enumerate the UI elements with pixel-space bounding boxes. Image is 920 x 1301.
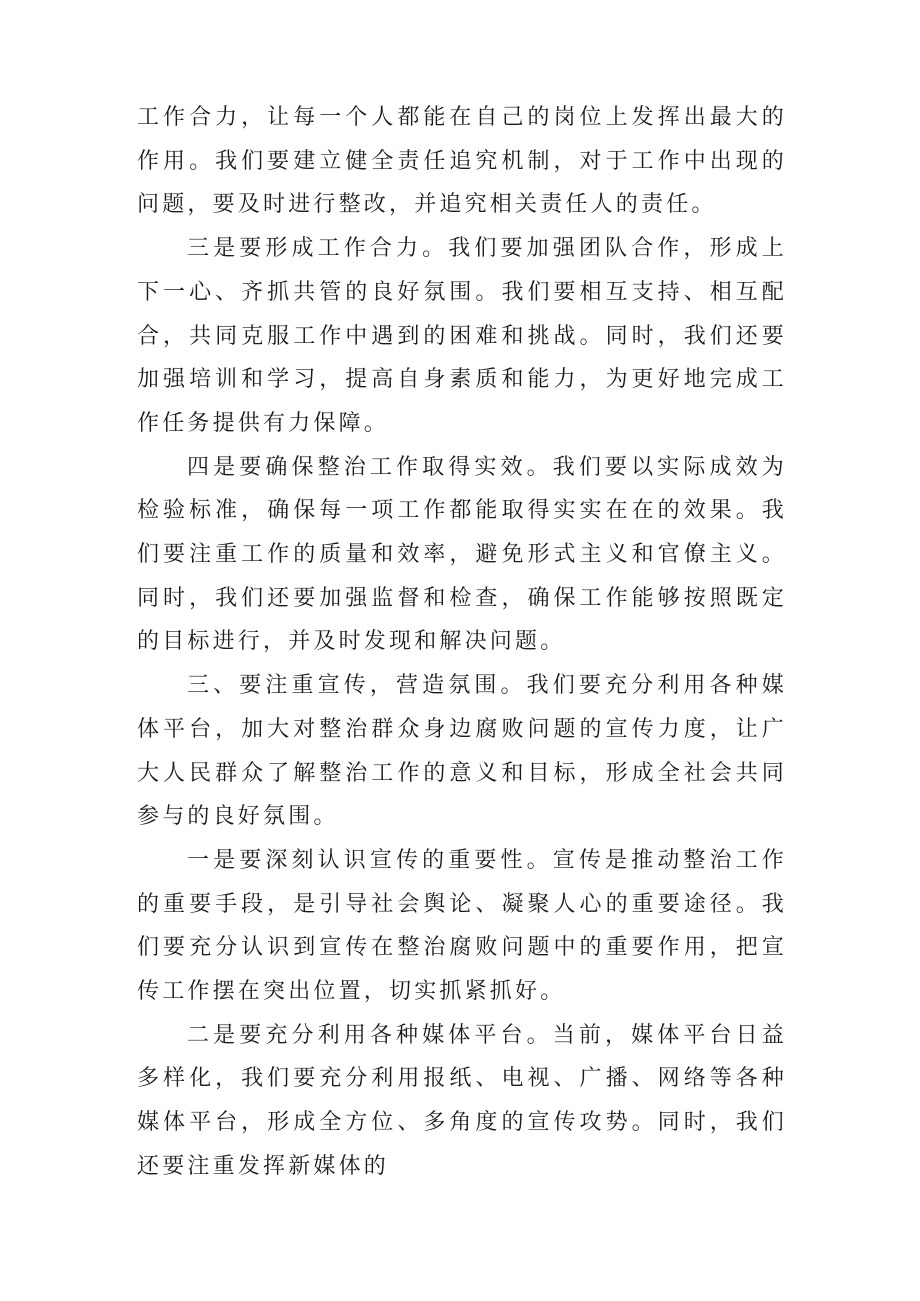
paragraph-2: 三是要形成工作合力。我们要加强团队合作，形成上下一心、齐抓共管的良好氛围。我们要相互支持、相互配合，共同克服工作中遇到的困难和挑战。同时，我们还要加强培训和学习，提高自身素质和能力，为更好地完成工作任务提供有力保障。: [137, 236, 787, 436]
paragraph-6: 二是要充分利用各种媒体平台。当前，媒体平台日益多样化，我们要充分利用报纸、电视、广播、网络等各种媒体平台，形成全方位、多角度的宣传攻势。同时，我们还要注重发挥新媒体的: [137, 1022, 787, 1179]
paragraph-1: 工作合力，让每一个人都能在自己的岗位上发挥出最大的作用。我们要建立健全责任追究机制，对于工作中出现的问题，要及时进行整改，并追究相关责任人的责任。: [137, 105, 787, 218]
paragraph-4: 三、要注重宣传，营造氛围。我们要充分利用各种媒体平台，加大对整治群众身边腐败问题的宣传力度，让广大人民群众了解整治工作的意义和目标，形成全社会共同参与的良好氛围。: [137, 673, 787, 830]
document-page: [137, 96, 787, 1189]
paragraph-3: 四是要确保整治工作取得实效。我们要以实际成效为检验标准，确保每一项工作都能取得实实在在的效果。我们要注重工作的质量和效率，避免形式主义和官僚主义。同时，我们还要加强监督和检查，确保工作能够按照既定的目标进行，并及时发现和解决问题。: [137, 454, 787, 655]
paragraph-5: 一是要深刻认识宣传的重要性。宣传是推动整治工作的重要手段，是引导社会舆论、凝聚人心的重要途径。我们要充分认识到宣传在整治腐败问题中的重要作用，把宣传工作摆在突出位置，切实抓紧抓好。: [137, 847, 787, 1005]
